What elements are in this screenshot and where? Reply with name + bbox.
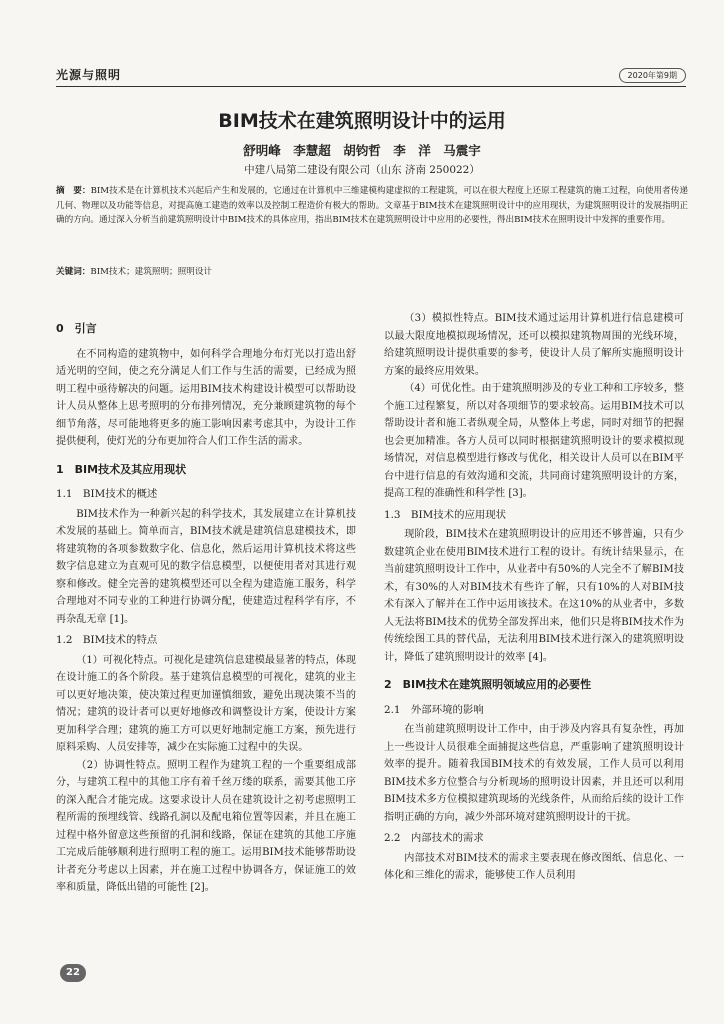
left-column	[56, 310, 356, 897]
paragraph: 内部技术对BIM技术的需求主要表现在修改图纸、信息化、一体化和三维化的需求，能够使工作人员利用	[384, 852, 684, 881]
subsection-heading: 1.2 BIM技术的特点	[56, 634, 158, 646]
paragraph: 在不同构造的建筑物中，如何科学合理地分布灯光以打造出舒适光明的空间，使之充分满足人们工作与生活的需要，已经成为照明工程中亟待解决的问题。运用BIM技术构建设计模型可以帮助设计人员从整体上思考照明的分布排列情况，充分兼顾建筑物的每个细节角落，尽可能地将更多的施工影响因素考虑其中，为设计工作提供便利，使灯光的分布更加符合人们工作生活的需求。	[56, 348, 356, 447]
subsection-heading: 1.1 BIM技术的概述	[56, 488, 158, 500]
section-heading: 1 BIM技术及其应用现状	[56, 462, 187, 476]
paragraph: （1）可视化特点。可视化是建筑信息建模最显著的特点，体现在设计施工的各个阶段。基于建筑信息模型的可视化，建筑的业主可以更好地决策，使决策过程更加谨慎细致，避免出现决策不当的情况；建筑的设计者可以更好地修改和调整设计方案，使设计方案更加科学合理；建筑的施工方可以更好地制定施工方案，预先进行原料采购、人员安排等，减少在实际施工过程中的失误。	[56, 654, 356, 753]
abstract-text: BIM技术是在计算机技术兴起后产生和发展的，它通过在计算机中三维建模构建虚拟的工程建筑，可以在很大程度上还原工程建筑的施工过程，向使用者传递几何、物理以及功能等信息，对提高施工建造的效率以及控制工程造价有极大的帮助。文章基于BIM技术在建筑照明设计中的应用现状，为建筑照明设计的发展指明正确的方向。通过深入分析当前建筑照明设计中BIM技术的具体应用，指出BIM技术在建筑照明设计中应用的必要性，得出BIM技术在照明设计中发挥的重要作用。	[56, 186, 688, 226]
paper-title: BIM技术在建筑照明设计中的运用	[218, 110, 506, 132]
affiliation: 中建八局第二建设有限公司（山东 济南 250022）	[244, 164, 480, 176]
section-heading: 0 引言	[56, 322, 97, 335]
running-header	[56, 66, 686, 86]
keywords-text: BIM技术；建筑照明；照明设计	[90, 267, 213, 277]
paragraph: （3）模拟性特点。BIM技术通过运用计算机进行信息建模可以最大限度地模拟现场情况，还可以模拟建筑物周围的光线环境，给建筑照明设计提供重要的参考，使设计人员了解所实施照明设计方案的最终应用效果。	[384, 313, 684, 377]
issue-tag: 2020年第9期	[619, 68, 686, 83]
paragraph: （4）可优化性。由于建筑照明涉及的专业工种和工序较多，整个施工过程繁复，所以对各项细节的要求较高。运用BIM技术可以帮助设计者和施工者纵观全局，从整体上考虑，同时对细节的把握也会更加精准。各方人员可以同时根据建筑照明设计的要求模拟现场情况，对信息模型进行修改与优化，相关设计人员可以在BIM平台中进行信息的有效沟通和交流，共同商讨建筑照明设计的方案，提高工程的准确性和科学性 [3]。	[384, 383, 684, 499]
author-list: 舒明峰 李慧超 胡钧哲 李 洋 马震宇	[243, 143, 481, 158]
header-rule	[56, 86, 686, 87]
paragraph: （2）协调性特点。照明工程作为建筑工程的一个重要组成部分，与建筑工程中的其他工序有着千丝万缕的联系，需要其他工序的深入配合才能完成。这要求设计人员在建筑设计之初考虑照明工程所需的预埋线管、线路孔洞以及配电箱位置等因素，并且在施工过程中格外留意这些预留的孔洞和线路，保证在建筑的其他工序施工完成后能够顺利进行照明工程的施工。运用BIM技术能够帮助设计者充分考虑以上因素，并在施工过程中协调各方，保证施工的效率和质量，降低出错的可能性 [2]。	[56, 759, 356, 893]
section-heading: 2 BIM技术在建筑照明领域应用的必要性	[384, 678, 592, 691]
subsection-heading: 2.2 内部技术的需求	[384, 832, 484, 844]
subsection-heading: 2.1 外部环境的影响	[384, 703, 484, 716]
paragraph: 在当前建筑照明设计工作中，由于涉及内容具有复杂性，再加上一些设计人员很难全面捕捉这些信息，严重影响了建筑照明设计效率的提升。随着我国BIM技术的有效发展，工作人员可以利用BIM技术多方位整合与分析现场的照明设计因素，并且还可以利用BIM技术多方位模拟建筑现场的光线条件，从而给后续的设计工作指明正确的方向，减少外部环境对建筑照明设计的干扰。	[384, 724, 684, 823]
page-number-badge: 22	[60, 964, 86, 982]
subsection-heading: 1.3 BIM技术的应用现状	[384, 508, 507, 521]
keywords	[56, 265, 688, 277]
keywords-label: 关键词：	[56, 267, 91, 277]
abstract	[56, 184, 688, 228]
abstract-label: 摘 要：	[56, 186, 91, 196]
journal-name: 光源与照明	[56, 68, 122, 82]
right-column	[384, 310, 684, 885]
paragraph: BIM技术作为一种新兴起的科学技术，其发展建立在计算机技术发展的基础上。简单而言，BIM技术就是建筑信息建模技术，即将建筑物的各项参数数字化、信息化，然后运用计算机技术将这些数字信息建立为直观可见的数字信息模型，以便使用者对其进行观察和修改。健全完善的建筑模型还可以全程为建造施工服务，科学合理地对不同专业的工种进行协调分配，使建造过程科学有序，不再杂乱无章 [1]。	[56, 508, 356, 625]
paragraph: 现阶段，BIM技术在建筑照明设计的应用还不够普遍，只有少数建筑企业在使用BIM技术进行工程的设计。有统计结果显示，在当前建筑照明设计工作中，从业者中有50%的人完全不了解BIM技术，有30%的人对BIM技术有些许了解，只有10%的人对BIM技术有深入了解并在工作中运用该技术。在这10%的从业者中，多数人无法将BIM技术的优势全部发挥出来，他们只是将BIM技术作为传统绘图工具的替代品，无法利用BIM技术进行深入的建筑照明设计，降低了建筑照明设计的效率 [4]。	[384, 529, 684, 663]
